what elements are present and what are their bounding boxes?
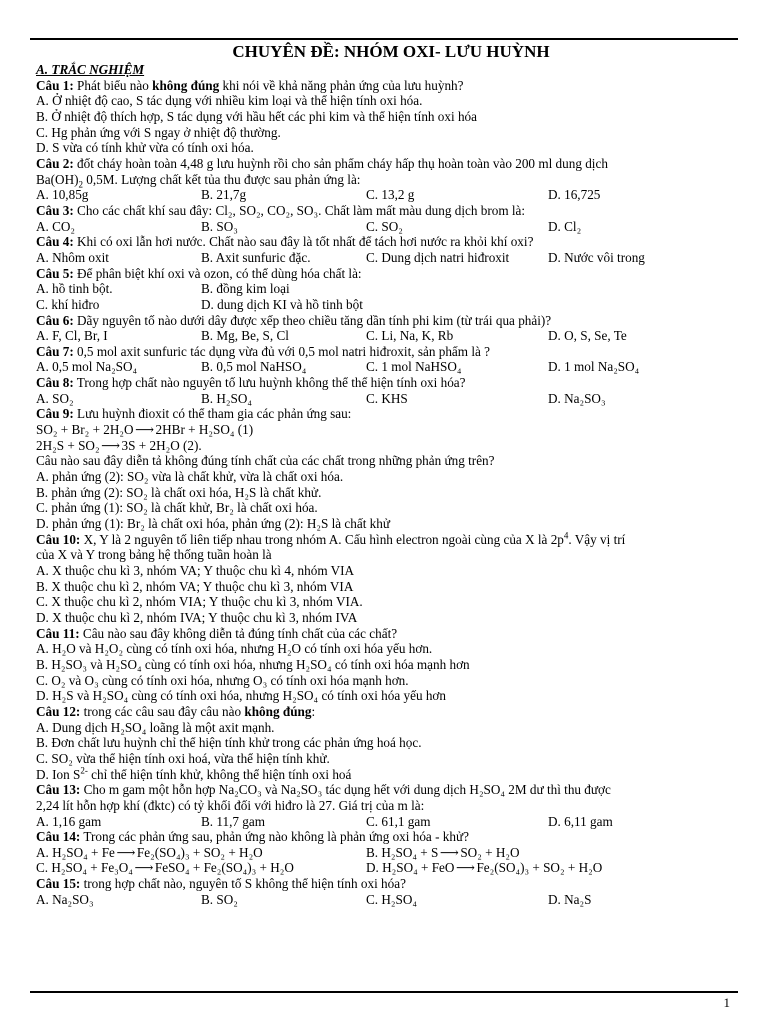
answer-option: D. Na₂SO₃ (548, 390, 606, 406)
question-13 (36, 782, 736, 798)
question-text-continued: của X và Y trong bảng hệ thống tuần hoàn là (36, 547, 272, 563)
answer-option: A. H₂O và H₂O₂ cùng có tính oxi hóa, nhưng H₂O có tính oxi hóa yếu hơn. (36, 641, 433, 657)
question-text: 0,5M. Lượng chất kết tủa thu được sau phản ứng là: (82, 171, 361, 187)
answer-option: A. CO₂ (36, 218, 76, 234)
equation-2 (36, 438, 736, 454)
page-title: CHUYÊN ĐỀ: NHÓM OXI- LƯU HUỲNH (232, 42, 550, 61)
answer-option: B. Mg, Be, S, Cl (201, 328, 289, 344)
question-text: Câu nào sau đây diễn tả không đúng tính chất của các chất trong những phản ứng trên? (36, 453, 495, 469)
equation-products: Fe₂(SO₄)₃ + SO₂ + H₂O (136, 844, 263, 860)
question-text-continued: 2,24 lít hỗn hợp khí (đktc) có tỷ khối đối với hiđro là 27. Giá trị của m là: (36, 797, 425, 813)
answer-option: B. đồng kim loại (201, 281, 290, 297)
answer-options (36, 892, 736, 908)
question-6 (36, 313, 736, 329)
answer-option: C. KHS (366, 390, 408, 406)
answer-option: C. Hg phản ứng với S ngay ở nhiệt độ thường. (36, 124, 281, 140)
question-number: Câu 5: (36, 265, 74, 281)
question-number: Câu 13: (36, 782, 81, 798)
reaction-arrow-icon: ⟶ (116, 844, 136, 860)
equation-reactants: SO₂ + Br₂ + 2H₂O (36, 422, 134, 438)
question-number: Câu 12: (36, 703, 81, 719)
reaction-arrow-icon: ⟶ (101, 437, 120, 453)
question-number: Câu 2: (36, 155, 74, 171)
answer-option (36, 845, 366, 861)
superscript: 2- (80, 765, 88, 776)
question-text: 0,5 mol axit sunfuric tác dụng vừa đủ với 0,5 mol natri hiđroxit, sản phẩm là ? (73, 343, 490, 359)
answer-options (36, 219, 736, 235)
answer-option: A. 10,85g (36, 187, 89, 203)
question-text: Lưu huỳnh đioxit có thể tham gia các phản ứng sau: (73, 406, 352, 422)
question-number: Câu 11: (36, 625, 80, 641)
equation-products: Fe₂(SO₄)₃ + SO₂ + H₂O (476, 860, 603, 876)
equation-products: 3S + 2H₂O (2). (121, 437, 202, 453)
answer-option: D. 6,11 gam (548, 813, 613, 829)
answer-option: B. Axit sunfuric đặc. (201, 249, 311, 265)
answer-option: D. Cl₂ (548, 218, 582, 234)
question-text: Trong hợp chất nào nguyên tố lưu huỳnh không thể thể hiện tính oxi hóa? (73, 375, 466, 391)
reaction-arrow-icon: ⟶ (134, 860, 154, 876)
answer-option: A. hồ tinh bột. (36, 281, 113, 297)
question-number: Câu 6: (36, 312, 74, 328)
bottom-rule (30, 991, 738, 993)
equation-reactants: 2H₂S + SO₂ (36, 437, 100, 453)
answer-option: D. 1 mol Na₂SO₄ (548, 359, 640, 375)
answer-option: A. phản ứng (2): SO₂ vừa là chất khử, vừa là chất oxi hóa. (36, 469, 344, 485)
question-7 (36, 344, 736, 360)
question-number: Câu 4: (36, 234, 74, 250)
answer-option: B. 21,7g (201, 187, 247, 203)
section-heading: A. TRẮC NGHIỆM (36, 62, 145, 77)
page-number: 1 (723, 995, 730, 1010)
answer-options (36, 359, 736, 375)
question-text: khi nói về khả năng phản ứng của lưu huỳnh? (219, 77, 464, 93)
answer-option: C. H₂SO₄ (366, 891, 417, 907)
answer-option: D. 16,725 (548, 187, 601, 203)
answer-option: B. Ở nhiệt độ thích hợp, S tác dụng với hầu hết các phi kim và thể hiện tính oxi hóa (36, 108, 477, 124)
answer-option: A. X thuộc chu kì 3, nhóm VA; Y thuộc chu kì 4, nhóm VIA (36, 563, 355, 578)
answer-option: A. Ở nhiệt độ cao, S tác dụng với nhiều kim loại và thể hiện tính oxi hóa. (36, 93, 423, 109)
question-text: Khi có oxi lẫn hơi nước. Chất nào sau đây là tốt nhất để tách hơi nước ra khỏi khí oxi? (73, 234, 534, 250)
question-3 (36, 203, 736, 219)
answer-option: C. SO₂ (366, 218, 403, 234)
emphasis: không đúng (244, 703, 312, 719)
answer-options (36, 860, 736, 876)
answer-options (36, 814, 736, 830)
question-text: X, Y là 2 nguyên tố liên tiếp nhau trong nhóm A. Cấu hình electron ngoài cùng của X là 2p (80, 531, 564, 547)
option-text: chỉ thể hiện tính khử, không thể hiện tính oxi hoá (87, 766, 352, 782)
document-body (36, 42, 736, 907)
answer-option: B. phản ứng (2): SO₂ là chất oxi hóa, H₂S là chất khử. (36, 484, 322, 500)
question-text: . Vậy vị trí (568, 531, 626, 547)
question-text: Trong các phản ứng sau, phản ứng nào không là phản ứng oxi hóa - khử? (80, 829, 469, 845)
answer-option: C. Li, Na, K, Rb (366, 328, 454, 344)
answer-option: B. SO₂ (201, 891, 238, 907)
answer-option: B. H₂SO₄ (201, 390, 252, 406)
answer-option: A. SO₂ (36, 390, 74, 406)
question-11 (36, 626, 736, 642)
answer-option: A. Nhôm oxit (36, 249, 109, 265)
answer-option: D. Nước vôi trong (548, 249, 645, 265)
answer-option: A. 0,5 mol Na₂SO₄ (36, 359, 138, 375)
question-text: Cho các chất khí sau đây: Cl₂, SO₂, CO₂, SO₃. Chất làm mất màu dung dịch brom là: (73, 202, 526, 218)
answer-option: D. dung dịch KI và hồ tinh bột (201, 296, 363, 312)
question-14 (36, 829, 736, 845)
reaction-arrow-icon: ⟶ (455, 860, 475, 876)
question-1 (36, 78, 736, 94)
question-15 (36, 876, 736, 892)
question-number: Câu 10: (36, 531, 81, 547)
answer-option (366, 845, 519, 861)
question-text: : (311, 703, 316, 719)
answer-option: D. O, S, Se, Te (548, 328, 627, 344)
equation-reactants: B. H₂SO₄ + S (366, 844, 439, 860)
answer-options (36, 391, 736, 407)
equation-reactants: D. H₂SO₄ + FeO (366, 860, 455, 876)
answer-options (36, 845, 736, 861)
answer-option: B. 11,7 gam (201, 813, 265, 829)
answer-options (36, 187, 736, 203)
answer-option: D. S vừa có tính khử vừa có tính oxi hóa. (36, 140, 254, 156)
answer-options (36, 281, 736, 297)
equation-reactants: C. H₂SO₄ + Fe₃O₄ (36, 860, 133, 876)
question-text: Câu nào sau đây không diễn tả đúng tính chất của các chất? (79, 625, 398, 641)
answer-option: C. O₂ và O₃ cùng có tính oxi hóa, nhưng O₃ có tính oxi hóa mạnh hơn. (36, 672, 409, 688)
question-number: Câu 3: (36, 202, 74, 218)
question-8 (36, 375, 736, 391)
question-text: Phát biểu nào (73, 77, 153, 93)
question-9 (36, 406, 736, 422)
answer-option: A. F, Cl, Br, I (36, 328, 108, 344)
question-text: trong các câu sau đây câu nào (80, 703, 245, 719)
reaction-arrow-icon: ⟶ (135, 422, 154, 438)
question-text-continued (36, 172, 736, 188)
answer-option: B. SO₃ (201, 218, 238, 234)
question-2 (36, 156, 736, 172)
answer-option: A. Na₂SO₃ (36, 891, 94, 907)
answer-option (36, 860, 366, 876)
question-12 (36, 704, 736, 720)
equation-1 (36, 422, 736, 438)
question-number: Câu 1: (36, 77, 74, 93)
answer-option: C. SO₂ vừa thể hiện tính oxi hoá, vừa thể hiện tính khử. (36, 750, 330, 766)
question-4 (36, 234, 736, 250)
answer-option: C. phản ứng (1): SO₂ là chất khử, Br₂ là chất oxi hóa. (36, 500, 318, 516)
answer-option: A. Dung dịch H₂SO₄ loãng là một axit mạnh. (36, 719, 275, 735)
equation-products: SO₂ + H₂O (460, 844, 520, 860)
answer-option (36, 767, 736, 783)
question-5 (36, 266, 736, 282)
question-10 (36, 532, 736, 548)
emphasis: không đúng (152, 77, 220, 93)
answer-option: D. Na₂S (548, 891, 592, 907)
question-number: Câu 9: (36, 406, 74, 422)
equation-products: FeSO₄ + Fe₂(SO₄)₃ + H₂O (154, 860, 294, 876)
answer-option: C. 13,2 g (366, 187, 415, 203)
answer-option (366, 860, 602, 876)
answer-option: C. khí hiđro (36, 296, 100, 312)
question-text: đốt cháy hoàn toàn 4,48 g lưu huỳnh rồi cho sản phẩm cháy hấp thụ hoàn toàn vào 200 ml dung dịch (73, 155, 608, 171)
answer-option: D. X thuộc chu kì 2, nhóm IVA; Y thuộc chu kì 3, nhóm IVA (36, 609, 358, 625)
answer-options (36, 297, 736, 313)
answer-option: D. phản ứng (1): Br₂ là chất oxi hóa, phản ứng (2): H₂S là chất khử (36, 516, 391, 532)
answer-option: C. 1 mol NaHSO₄ (366, 359, 462, 375)
answer-options (36, 250, 736, 266)
question-text: Để phân biệt khí oxi và ozon, có thể dùng hóa chất là: (73, 265, 362, 281)
formula: Ba(OH) (36, 171, 79, 187)
superscript: 4 (563, 530, 569, 541)
answer-option: C. Dung dịch natri hiđroxit (366, 249, 510, 265)
answer-option: B. X thuộc chu kì 2, nhóm VA; Y thuộc chu kì 3, nhóm VIA (36, 578, 354, 594)
answer-option: B. H₂SO₃ và H₂SO₄ cùng có tính oxi hóa, nhưng H₂SO₄ có tính oxi hóa mạnh hơn (36, 656, 470, 672)
answer-option: D. H₂S và H₂SO₄ cùng có tính oxi hóa, nhưng H₂SO₄ có tính oxi hóa yếu hơn (36, 688, 446, 704)
equation-reactants: A. H₂SO₄ + Fe (36, 844, 115, 860)
top-rule (30, 38, 738, 40)
question-number: Câu 8: (36, 375, 74, 391)
question-text: trong hợp chất nào, nguyên tố S không thể hiện tính oxi hóa? (80, 876, 406, 892)
question-text: Cho m gam một hỗn hợp Na₂CO₃ và Na₂SO₃ tác dụng hết với dung dịch H₂SO₄ 2M dư thì thu được (80, 782, 611, 798)
option-text: D. Ion S (36, 766, 81, 782)
subscript: 2 (78, 179, 83, 190)
question-number: Câu 14: (36, 829, 81, 845)
answer-option: B. 0,5 mol NaHSO₄ (201, 359, 307, 375)
answer-option: C. X thuộc chu kì 2, nhóm VIA; Y thuộc chu kì 3, nhóm VIA. (36, 594, 363, 610)
answer-option: B. Đơn chất lưu huỳnh chỉ thể hiện tính khử trong các phản ứng hoá học. (36, 735, 422, 751)
answer-option: A. 1,16 gam (36, 813, 102, 829)
answer-options (36, 328, 736, 344)
reaction-arrow-icon: ⟶ (439, 844, 459, 860)
answer-option: C. 61,1 gam (366, 813, 431, 829)
question-text: Dãy nguyên tố nào dưới dây được xếp theo chiều tăng dần tính phi kim (từ trái qua phải)? (73, 312, 552, 328)
equation-products: 2HBr + H₂SO₄ (1) (155, 422, 254, 438)
question-number: Câu 7: (36, 343, 74, 359)
question-number: Câu 15: (36, 876, 81, 892)
